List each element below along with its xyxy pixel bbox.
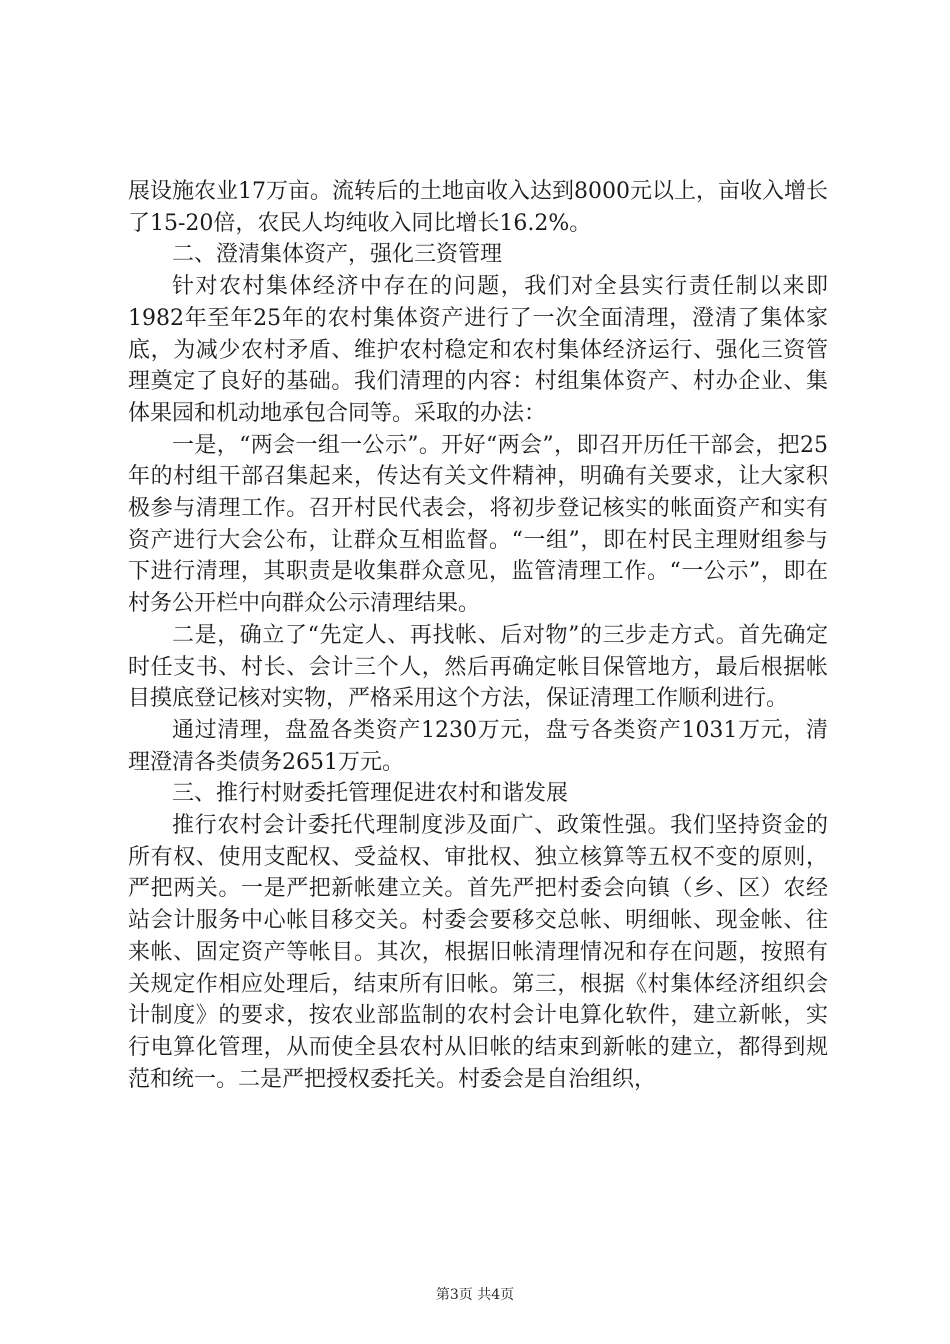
- paragraph-method-two: 二是，确立了“先定人、再找帐、后对物”的三步走方式。首先确定时任支书、村长、会计三个人，然后再确定帐目保管地方，最后根据帐目摸底登记核对实物，严格采用这个方法，保证清理工作顺利进行。: [128, 622, 828, 712]
- body-text: [128, 176, 828, 1095]
- paragraph-asset-cleanup: 针对农村集体经济中存在的问题，我们对全县实行责任制以来即1982年至年25年的农村集体资产进行了一次全面清理，澄清了集体家底，为减少农村矛盾、维护农村稳定和农村集体经济运行、强化三资管理奠定了良好的基础。我们清理的内容：村组集体资产、村办企业、集体果园和机动地承包合同等。采取的办法：: [128, 274, 828, 426]
- section-heading-3: 三、推行村财委托管理促进农村和谐发展: [172, 781, 569, 807]
- page-footer: [0, 1284, 950, 1304]
- paragraph-method-one: 一是，“两会一组一公示”。开好“两会”，即召开历任干部会，把25年的村组干部召集起来，传达有关文件精神，明确有关要求，让大家积极参与清理工作。召开村民代表会，将初步登记核实的帐面资产和实有资产进行大会公布，让群众互相监督。“一组”，即在村民主理财组参与下进行清理，其职责是收集群众意见，监管清理工作。“一公示”，即在村务公开栏中向群众公示清理结果。: [128, 432, 828, 617]
- paragraph-results: 通过清理，盘盈各类资产1230万元，盘亏各类资产1031万元，清理澄清各类债务2651万元。: [128, 717, 828, 775]
- paragraph-entrusted-management: 推行农村会计委托代理制度涉及面广、政策性强。我们坚持资金的所有权、使用支配权、受益权、审批权、独立核算等五权不变的原则，严把两关。一是严把新帐建立关。首先严把村委会向镇（乡、区）农经站会计服务中心帐目移交关。村委会要移交总帐、明细帐、现金帐、往来帐、固定资产等帐目。其次，根据旧帐清理情况和存在问题，按照有关规定作相应处理后，结束所有旧帐。第三，根据《村集体经济组织会计制度》的要求，按农业部监制的农村会计电算化软件，建立新帐，实行电算化管理，从而使全县农村从旧帐的结束到新帐的建立，都得到规范和统一。二是严把授权委托关。村委会是自治组织，: [128, 813, 828, 1092]
- paragraph-continuation: 展设施农业17万亩。流转后的土地亩收入达到8000元以上，亩收入增长了15-20倍，农民人均纯收入同比增长16.2%。: [128, 179, 828, 236]
- page-number: 第3页 共4页: [435, 1287, 515, 1303]
- section-heading-2: 二、澄清集体资产，强化三资管理: [172, 242, 503, 268]
